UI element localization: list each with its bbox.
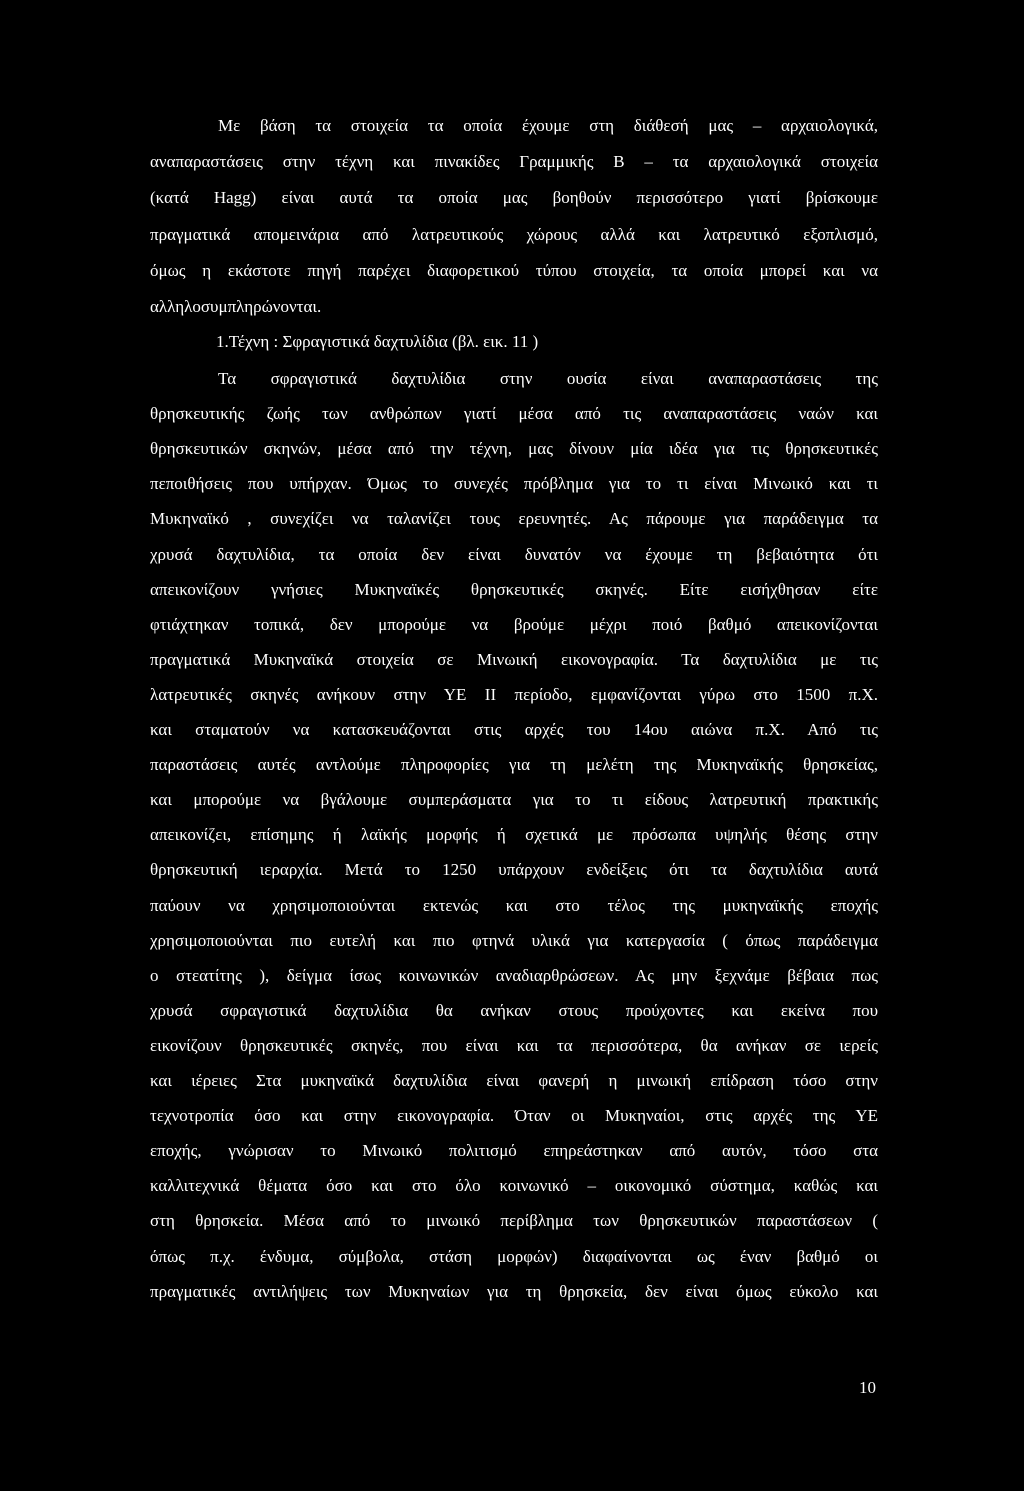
section-heading: 1.Τέχνη : Σφραγιστικά δαχτυλίδια (βλ. εικ. 11 ): [216, 332, 539, 351]
text-line: και μπορούμε να βγάλουμε συμπεράσματα για το τι είδους λατρευτική πρακτικής: [150, 790, 878, 810]
text-line: πραγματικές αντιλήψεις των Μυκηναίων για τη θρησκεία, δεν είναι όμως εύκολο και: [150, 1281, 878, 1301]
text-line: φτιάχτηκαν τοπικά, δεν μπορούμε να βρούμε μέχρι ποιό βαθμό απεικονίζονται: [150, 614, 878, 634]
text-line: πεποιθήσεις που υπήρχαν. Όμως το συνεχές πρόβλημα για το τι είναι Μινωικό και τι: [150, 474, 878, 494]
text-line: τεχνοτροπία όσο και στην εικονογραφία. Όταν οι Μυκηναίοι, στις αρχές της ΥΕ: [150, 1106, 878, 1126]
page-number: 10: [859, 1378, 876, 1397]
text-line: στη θρησκεία. Μέσα από το μινωικό περίβλημα των θρησκευτικών παραστάσεων (: [150, 1211, 878, 1231]
text-line: απεικονίζει, επίσημης ή λαϊκής μορφής ή σχετικά με πρόσωπα υψηλής θέσης στην: [150, 825, 878, 845]
text-line: και ιέρειες Στα μυκηναϊκά δαχτυλίδια είναι φανερή η μινωική επίδραση τόσο στην: [150, 1071, 878, 1090]
text-line: και σταματούν να κατασκευάζονται στις αρχές του 14ου αιώνα π.Χ. Από τις: [150, 720, 878, 739]
text-line: Μυκηναϊκό , συνεχίζει να ταλανίζει τους ερευνητές. Ας πάρουμε για παράδειγμα τα: [150, 509, 878, 529]
text-line: αναπαραστάσεις στην τέχνη και πινακίδες Γραμμικής Β – τα αρχαιολογικά στοιχεία: [150, 152, 878, 172]
text-line: Τα σφραγιστικά δαχτυλίδια στην ουσία είναι αναπαραστάσεις της: [218, 369, 878, 388]
text-line: θρησκευτική ιεραρχία. Μετά το 1250 υπάρχουν ενδείξεις ότι τα δαχτυλίδια αυτά: [150, 860, 878, 880]
text-line: ο στεατίτης ), δείγμα ίσως κοινωνικών αναδιαρθρώσεων. Ας μην ξεχνάμε βέβαια πως: [150, 965, 878, 985]
text-line: (κατά Hagg) είναι αυτά τα οποία μας βοηθούν περισσότερο γιατί βρίσκουμε: [150, 188, 878, 208]
text-line: παραστάσεις αυτές αντλούμε πληροφορίες για τη μελέτη της Μυκηναϊκής θρησκείας,: [150, 755, 878, 775]
text-line: χρησιμοποιούνται πιο ευτελή και πιο φτηνά υλικά για κατεργασία ( όπως παράδειγμα: [150, 930, 878, 950]
text-line: παύουν να χρησιμοποιούνται εκτενώς και στο τέλος της μυκηναϊκής εποχής: [150, 895, 878, 915]
text-line: θρησκευτικής ζωής των ανθρώπων γιατί μέσα από τις αναπαραστάσεις ναών και: [150, 404, 878, 424]
text-line: πραγματικά απομεινάρια από λατρευτικούς χώρους αλλά και λατρευτικό εξοπλισμό,: [150, 224, 878, 244]
text-line: όπως π.χ. ένδυμα, σύμβολα, στάση μορφών) διαφαίνονται ως έναν βαθμό οι: [150, 1246, 878, 1266]
text-line: θρησκευτικών σκηνών, μέσα από την τέχνη, μας δίνουν μία ιδέα για τις θρησκευτικές: [150, 439, 878, 459]
text-line: πραγματικά Μυκηναϊκά στοιχεία σε Μινωική εικονογραφία. Τα δαχτυλίδια με τις: [150, 649, 878, 669]
text-line: εποχής, γνώρισαν το Μινωικό πολιτισμό επηρεάστηκαν από αυτόν, τόσο στα: [150, 1141, 878, 1161]
text-line: Με βάση τα στοιχεία τα οποία έχουμε στη διάθεσή μας – αρχαιολογικά,: [218, 116, 878, 135]
text-line: χρυσά σφραγιστικά δαχτυλίδια θα ανήκαν στους προύχοντες και εκείνα που: [150, 1000, 878, 1020]
text-line: απεικονίζουν γνήσιες Μυκηναϊκές θρησκευτικές σκηνές. Είτε εισήχθησαν είτε: [150, 579, 878, 599]
text-line: λατρευτικές σκηνές ανήκουν στην ΥΕ ΙΙ περίοδο, εμφανίζονται γύρω στο 1500 π.Χ.: [150, 684, 878, 704]
text-line: καλλιτεχνικά θέματα όσο και στο όλο κοινωνικό – οικονομικό σύστημα, καθώς και: [150, 1176, 878, 1196]
text-line: χρυσά δαχτυλίδια, τα οποία δεν είναι δυνατόν να έχουμε τη βεβαιότητα ότι: [150, 544, 878, 564]
text-line: όμως η εκάστοτε πηγή παρέχει διαφορετικού τύπου στοιχεία, τα οποία μπορεί και να: [150, 260, 878, 280]
text-line: εικονίζουν θρησκευτικές σκηνές, που είναι και τα περισσότερα, θα ανήκαν σε ιερείς: [150, 1035, 878, 1055]
text-line: αλληλοσυμπληρώνονται.: [150, 297, 322, 316]
